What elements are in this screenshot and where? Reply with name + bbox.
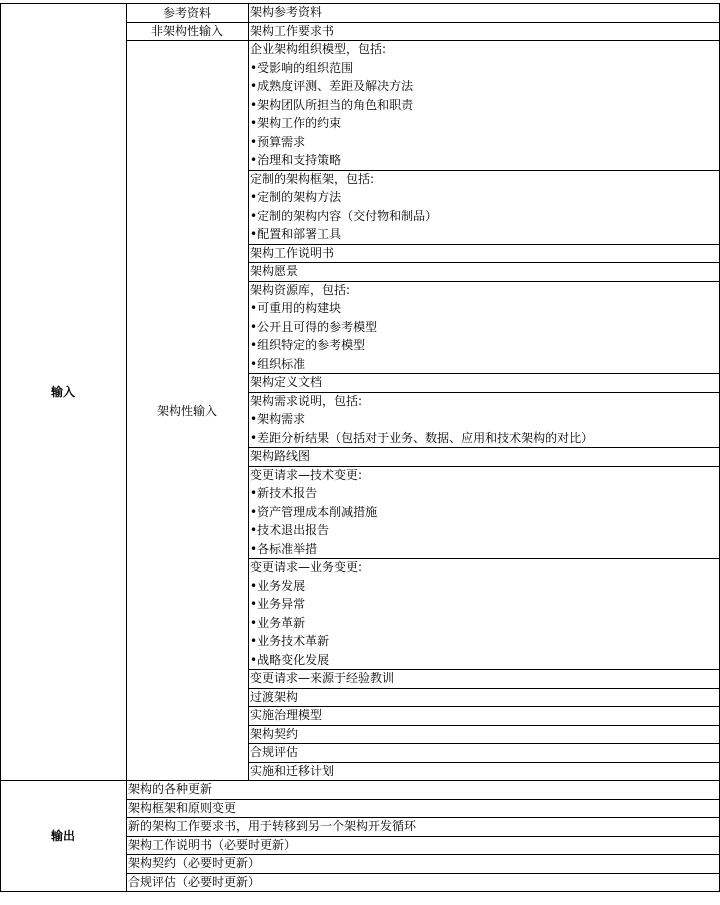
item-heading: 过渡架构 [250,689,299,704]
input-item [248,447,719,466]
output-item [126,854,719,873]
item-heading: 架构需求说明，包括: [250,393,363,408]
item-heading: 合规评估（必要时更新） [128,874,261,889]
output-item [126,799,719,818]
input-item [248,558,719,669]
input-item [248,725,719,744]
input-item [248,392,719,448]
input-item [248,22,719,41]
bullet-item: •可重用的构建块 [250,301,342,315]
bullet-item: •战略变化发展 [250,652,330,667]
input-item [248,743,719,762]
bullet-item: •定制的架构方法 [250,190,342,204]
item-heading: 架构工作说明书 [250,245,335,260]
bullet-item: •差距分析结果（包括对于业务、数据、应用和技术架构的对比） [250,430,594,445]
bullet-item: •业务异常 [250,597,306,611]
item-heading: 架构资源库，包括: [250,282,351,297]
item-heading: 新的架构工作要求书，用于转移到另一个架构开发循环 [128,819,417,833]
input-item [248,3,719,22]
input-item [248,688,719,707]
bullet-item: •配置和部署工具 [250,227,342,241]
output-item [126,873,719,892]
bullet-item: •架构工作的约束 [250,116,342,130]
item-heading: 定制的架构框架，包括: [250,171,375,186]
bullet-item: •预算需求 [250,134,306,149]
input-item [248,373,719,392]
input-section-label: 输入 [50,385,75,399]
item-heading: 架构的各种更新 [128,782,213,796]
item-heading: 变更请求—技术变更: [250,467,363,482]
item-heading: 架构参考资料 [250,5,323,19]
output-item [126,780,719,799]
input-item [248,281,719,374]
bullet-item: •组织特定的参考模型 [250,338,366,352]
bullet-item: •成熟度评测、差距及解决方法 [250,79,414,93]
item-heading: 架构愿景 [250,264,299,278]
bullet-item: •公开且可得的参考模型 [250,319,378,334]
input-item [248,466,719,559]
bullet-item: •架构团队所担当的角色和职责 [250,97,414,112]
bullet-item: •资产管理成本削减措施 [250,504,378,519]
output-item [126,817,719,836]
bullet-item: •定制的架构内容（交付物和制品） [250,208,438,223]
output-item [126,836,719,855]
input-category-label: 架构性输入 [156,403,217,418]
input-item [248,170,719,244]
input-item [248,262,719,281]
item-heading: 企业架构组织模型，包括: [250,42,387,56]
bullet-item: •业务技术革新 [250,634,330,648]
input-category-label: 参考资料 [162,5,211,20]
item-heading: 架构契约（必要时更新） [128,856,261,870]
input-item [248,706,719,725]
input-item [248,40,719,170]
bullet-item: •受影响的组织范围 [250,60,354,75]
bullet-item: •新技术报告 [250,486,318,500]
item-heading: 架构框架和原则变更 [128,800,237,815]
input-item [248,762,719,781]
item-heading: 架构工作说明书（必要时更新） [128,837,297,852]
bullet-item: •各标准举措 [250,541,318,556]
input-item [248,669,719,688]
item-heading: 实施和迁移计划 [250,763,335,778]
bullet-item: •组织标准 [250,356,306,371]
bullet-item: •技术退出报告 [250,523,330,537]
item-heading: 架构工作要求书 [250,23,335,38]
item-heading: 架构契约 [250,726,299,741]
item-heading: 架构路线图 [250,449,311,463]
input-category-label: 非架构性输入 [150,24,223,39]
item-heading: 实施治理模型 [250,708,323,722]
bullet-item: •业务发展 [250,578,306,593]
item-heading: 合规评估 [250,745,299,759]
bullet-item: •业务革新 [250,615,306,630]
output-section-label: 输出 [50,829,75,843]
item-heading: 变更请求—来源于经验教训 [250,671,395,685]
bullet-item: •架构需求 [250,412,306,426]
item-heading: 变更请求—业务变更: [250,560,363,574]
bullet-item: •治理和支持策略 [250,153,342,167]
item-heading: 架构定义文档 [250,375,323,389]
input-item [248,244,719,263]
